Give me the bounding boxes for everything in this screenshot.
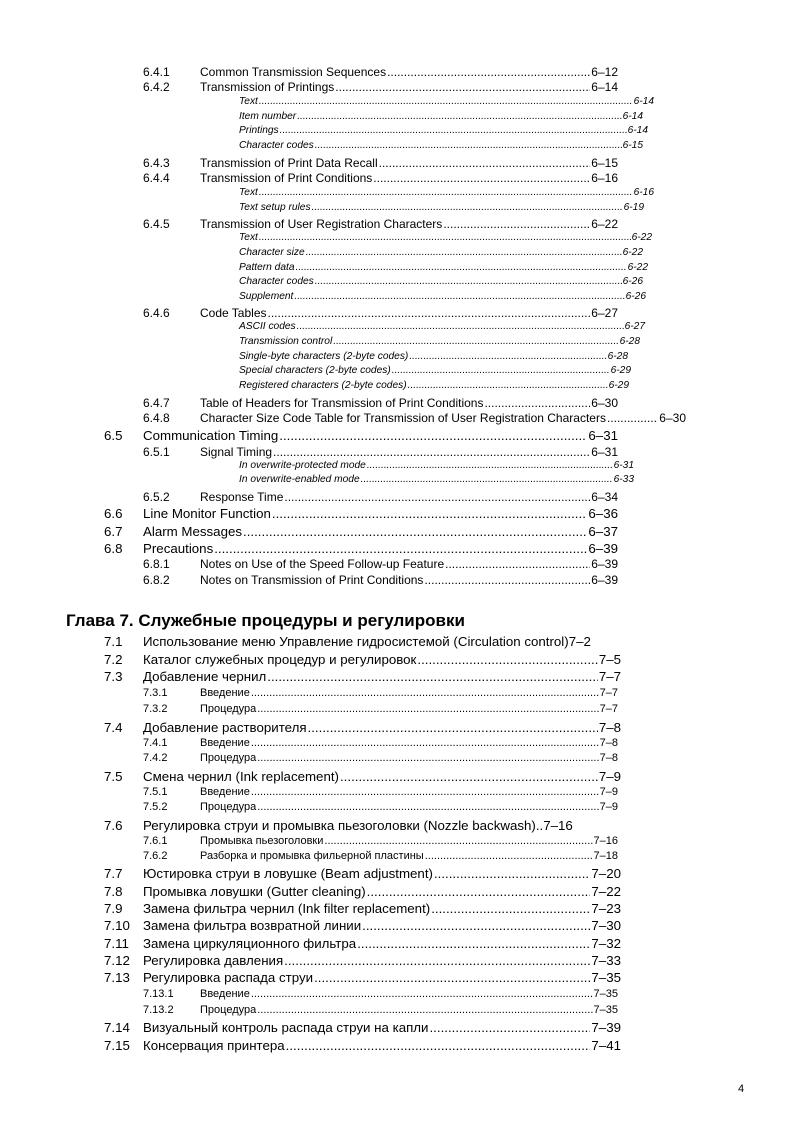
toc-entry-title: Смена чернил (Ink replacement) <box>143 769 339 784</box>
toc-entry[interactable] <box>104 818 618 833</box>
dot-leader <box>333 336 618 347</box>
dot-leader <box>279 428 587 443</box>
toc-entry-number: 6.4.5 <box>143 217 170 231</box>
toc-entry-title: Процедура <box>200 703 257 715</box>
toc-entry-page: 7–39 <box>591 1020 621 1035</box>
dot-leader <box>280 125 627 136</box>
toc-entry-number: 6.8.1 <box>143 557 170 571</box>
dot-leader <box>268 306 591 320</box>
toc-entry-title: Registered characters (2-byte codes) <box>239 380 407 391</box>
toc-entry-page: 6-26 <box>622 276 643 287</box>
chapter-7-heading: Глава 7. Служебные процедуры и регулировки <box>66 611 465 630</box>
dot-leader <box>296 262 627 273</box>
dot-leader <box>272 506 588 521</box>
dot-leader <box>297 111 621 122</box>
dot-leader <box>409 351 606 362</box>
toc-entry[interactable] <box>143 850 618 862</box>
dot-leader <box>335 80 590 94</box>
toc-entry-page: 6–14 <box>591 80 618 94</box>
toc-entry-title: Transmission control <box>239 336 333 347</box>
toc-entry-page: 7–7 <box>599 687 618 699</box>
toc-entry[interactable] <box>239 262 648 273</box>
toc-entry[interactable] <box>239 336 640 347</box>
toc-entry[interactable] <box>143 490 618 504</box>
toc-entry-number: 6.4.6 <box>143 306 170 320</box>
toc-entry-page: 6–37 <box>588 524 618 539</box>
toc-entry[interactable] <box>104 669 621 684</box>
toc-entry[interactable] <box>143 835 618 847</box>
toc-entry-number: 7.5.1 <box>143 786 168 798</box>
toc-entry[interactable] <box>143 801 618 813</box>
toc-entry-page: 7–33 <box>591 953 621 968</box>
toc-entry-page: 6–22 <box>591 217 618 231</box>
toc-entry-title: Регулировка давления <box>143 953 284 968</box>
dot-leader <box>367 460 613 471</box>
toc-entry-page: 6–27 <box>591 306 618 320</box>
toc-entry[interactable] <box>143 1004 618 1016</box>
dot-leader <box>443 217 590 231</box>
dot-leader <box>251 737 599 749</box>
toc-entry-number: 7.4.1 <box>143 737 168 749</box>
toc-entry-page: 7–7 <box>599 703 618 715</box>
dot-leader <box>408 380 608 391</box>
toc-entry[interactable] <box>239 140 643 151</box>
toc-entry-title: Добавление растворителя <box>143 720 307 735</box>
toc-entry[interactable] <box>104 634 638 649</box>
dot-leader <box>308 720 598 735</box>
toc-entry-page: 6–12 <box>591 65 618 79</box>
toc-entry-number: 7.13 <box>104 970 130 985</box>
dot-leader <box>392 365 610 376</box>
toc-entry[interactable] <box>239 380 629 391</box>
toc-entry-page: 6-31 <box>613 460 634 471</box>
toc-entry-title: Промывка ловушки (Gutter cleaning) <box>143 884 366 899</box>
toc-entry-title: Замена фильтра возвратной линии <box>143 918 362 933</box>
toc-entry-page: 6-22 <box>622 247 643 258</box>
toc-entry-title: Transmission of Print Conditions <box>200 171 373 185</box>
toc-entry-title: Консервация принтера <box>143 1038 285 1053</box>
toc-entry-number: 7.5 <box>104 769 123 784</box>
dot-leader <box>273 445 590 459</box>
toc-entry-number: 7.2 <box>104 652 123 667</box>
toc-entry-title: Text <box>239 232 258 243</box>
toc-entry-title: Процедура <box>200 752 257 764</box>
toc-entry-number: 6.4.2 <box>143 80 170 94</box>
page-number: 4 <box>738 1083 745 1095</box>
toc-entry-page: 6-16 <box>633 187 654 198</box>
toc-entry[interactable] <box>143 988 618 1000</box>
toc-entry-title: Notes on Transmission of Print Conditions <box>200 573 424 587</box>
toc-entry-page: 7–8 <box>599 752 618 764</box>
dot-leader <box>257 1004 592 1016</box>
toc-entry-page: 7–41 <box>591 1038 621 1053</box>
toc-entry-title: Разборка и промывка фильерной пластины <box>200 850 424 862</box>
toc-entry-title: Введение <box>200 687 250 699</box>
toc-entry[interactable] <box>239 291 646 302</box>
dot-leader <box>315 276 622 287</box>
toc-entry-page: 6-19 <box>623 202 644 213</box>
dot-leader <box>306 247 622 258</box>
dot-leader <box>259 187 633 198</box>
dot-leader <box>294 291 624 302</box>
dot-leader <box>324 835 592 847</box>
toc-entry-page: 6–31 <box>591 445 618 459</box>
toc-entry[interactable] <box>239 111 643 122</box>
toc-entry-page: 6-22 <box>627 262 648 273</box>
dot-leader <box>361 474 613 485</box>
toc-entry-page: 6-26 <box>625 291 646 302</box>
toc-entry-page: 7–35 <box>593 988 618 1000</box>
toc-entry-title: Процедура <box>200 801 257 813</box>
dot-leader <box>251 786 599 798</box>
toc-entry-title: Character size <box>239 247 305 258</box>
toc-entry-number: 7.6 <box>104 818 123 833</box>
toc-entry-title: Замена циркуляционного фильтра <box>143 936 357 951</box>
toc-entry[interactable] <box>104 1038 621 1053</box>
dot-leader <box>259 96 633 107</box>
toc-entry-title: In overwrite-protected mode <box>239 460 366 471</box>
toc-entry[interactable] <box>104 1020 621 1035</box>
dot-leader <box>429 1020 590 1035</box>
toc-entry-page: 7–8 <box>598 720 621 735</box>
toc-entry-title: Precautions <box>143 541 214 556</box>
dot-leader <box>251 687 599 699</box>
toc-entry-title: Text setup rules <box>239 202 311 213</box>
toc-entry[interactable] <box>104 936 621 951</box>
dot-leader <box>214 541 587 556</box>
toc-entry-title: Pattern data <box>239 262 295 273</box>
toc-entry[interactable] <box>143 752 618 764</box>
toc-entry[interactable] <box>143 445 618 459</box>
dot-leader <box>286 1038 591 1053</box>
toc-entry-title: Character Size Code Table for Transmission of User Registration Characters <box>200 411 606 425</box>
dot-leader <box>484 396 590 410</box>
toc-entry-page: 6–39 <box>591 557 618 571</box>
toc-entry-number: 7.13.2 <box>143 1004 174 1016</box>
toc-entry-page: 6–16 <box>591 171 618 185</box>
toc-entry-title: Text <box>239 96 258 107</box>
toc-entry[interactable] <box>143 171 618 185</box>
toc-entry-page: 6–34 <box>591 490 618 504</box>
toc-entry[interactable] <box>104 866 621 881</box>
toc-entry-title: Signal Timing <box>200 445 273 459</box>
dot-leader <box>267 669 598 684</box>
toc-entry-number: 7.11 <box>104 936 129 951</box>
toc-entry[interactable] <box>104 884 621 899</box>
toc-entry[interactable] <box>104 428 618 443</box>
toc-entry-page: 6-14 <box>622 111 643 122</box>
toc-entry-title: Промывка пьезоголовки <box>200 835 324 847</box>
toc-entry-title: Special characters (2-byte codes) <box>239 365 391 376</box>
toc-entry-title: Введение <box>200 988 250 1000</box>
toc-entry[interactable] <box>143 217 618 231</box>
toc-entry-title: Character codes <box>239 276 314 287</box>
toc-entry-page: 6-29 <box>608 380 629 391</box>
toc-entry[interactable] <box>143 411 686 425</box>
toc-entry-page: 6-28 <box>619 336 640 347</box>
toc-entry-page: 6–39 <box>588 541 618 556</box>
toc-entry-title: Supplement <box>239 291 294 302</box>
dot-leader <box>257 801 598 813</box>
toc-entry-number: 6.5 <box>104 428 123 443</box>
toc-entry-number: 7.3 <box>104 669 123 684</box>
toc-entry-page: 6-14 <box>627 125 648 136</box>
toc-entry-number: 6.4.7 <box>143 396 170 410</box>
toc-entry-page: 6-29 <box>610 365 631 376</box>
toc-entry-title: Каталог служебных процедур и регулировок <box>143 652 417 667</box>
toc-entry[interactable] <box>239 96 654 107</box>
toc-entry-page: 6-33 <box>613 474 634 485</box>
toc-entry-page: 7–23 <box>591 901 621 916</box>
toc-entry-page: 7–20 <box>591 866 621 881</box>
toc-entry[interactable] <box>104 652 621 667</box>
toc-entry-page: 6–30 <box>591 396 618 410</box>
dot-leader <box>259 232 631 243</box>
toc-entry[interactable] <box>143 557 618 571</box>
toc-entry-number: 7.15 <box>104 1038 130 1053</box>
dot-leader <box>373 171 590 185</box>
toc-entry-number: 6.7 <box>104 524 123 539</box>
toc-entry[interactable] <box>143 156 618 170</box>
toc-entry[interactable] <box>104 953 621 968</box>
toc-entry-title: Transmission of Print Data Recall <box>200 156 378 170</box>
toc-entry-title: Text <box>239 187 258 198</box>
toc-entry-page: 7–35 <box>593 1004 618 1016</box>
dot-leader <box>445 557 590 571</box>
toc-entry-page: 7–2 <box>568 634 591 649</box>
dot-leader <box>417 652 597 667</box>
toc-entry-title: Common Transmission Sequences <box>200 65 387 79</box>
toc-entry[interactable] <box>104 769 621 784</box>
toc-entry-page: 6–30 <box>659 411 686 425</box>
toc-entry-number: 6.8 <box>104 541 123 556</box>
toc-entry-number: 7.3.2 <box>143 703 168 715</box>
dot-leader <box>357 936 590 951</box>
dot-leader <box>257 703 598 715</box>
toc-entry[interactable] <box>143 306 618 320</box>
toc-entry-title: Transmission of Printings <box>200 80 335 94</box>
toc-entry-page: 6-22 <box>631 232 652 243</box>
toc-entry[interactable] <box>239 232 652 243</box>
toc-entry-number: 7.6.1 <box>143 835 168 847</box>
toc-entry-number: 6.4.4 <box>143 171 170 185</box>
toc-entry[interactable] <box>239 365 631 376</box>
dot-leader <box>431 901 590 916</box>
toc-entry[interactable] <box>239 321 645 332</box>
toc-entry[interactable] <box>143 65 618 79</box>
toc-entry[interactable] <box>104 918 621 933</box>
toc-entry-title: Table of Headers for Transmission of Print Conditions <box>200 396 484 410</box>
toc-entry-title: Введение <box>200 786 250 798</box>
dot-leader <box>284 490 590 504</box>
dot-leader <box>367 884 591 899</box>
toc-entry[interactable] <box>104 720 621 735</box>
toc-entry-number: 7.3.1 <box>143 687 168 699</box>
toc-entry-number: 7.1 <box>104 634 123 649</box>
toc-entry-title: Процедура <box>200 1004 257 1016</box>
toc-entry-number: 6.4.1 <box>143 65 170 79</box>
toc-entry-title: Communication Timing <box>143 428 279 443</box>
toc-entry-page: 7–22 <box>591 884 621 899</box>
dot-leader <box>314 970 590 985</box>
dot-leader <box>434 866 590 881</box>
toc-entry[interactable] <box>143 80 618 94</box>
dot-leader <box>340 769 598 784</box>
toc-entry-title: Line Monitor Function <box>143 506 271 521</box>
toc-entry-title: Регулировка струи и промывка пьезоголовки (Nozzle backwash).. <box>143 818 544 833</box>
dot-leader <box>257 752 598 764</box>
toc-entry[interactable] <box>104 524 618 539</box>
toc-entry-number: 7.4 <box>104 720 123 735</box>
toc-entry[interactable] <box>143 786 618 798</box>
toc-entry-title: Code Tables <box>200 306 267 320</box>
toc-entry-title: Character codes <box>239 140 314 151</box>
toc-entry-page: 6–31 <box>588 428 618 443</box>
toc-entry-number: 7.10 <box>104 918 130 933</box>
toc-entry-page: 6–39 <box>591 573 618 587</box>
toc-entry[interactable] <box>239 474 634 485</box>
dot-leader <box>379 156 591 170</box>
toc-entry[interactable] <box>104 541 618 556</box>
toc-entry[interactable] <box>143 687 618 699</box>
toc-entry[interactable] <box>143 396 618 410</box>
dot-leader <box>297 321 624 332</box>
toc-entry-page: 6-14 <box>633 96 654 107</box>
toc-entry-number: 6.4.3 <box>143 156 170 170</box>
toc-entry-number: 7.9 <box>104 901 123 916</box>
toc-entry-page: 7–30 <box>591 918 621 933</box>
toc-entry[interactable] <box>239 187 654 198</box>
toc-entry-title: Transmission of User Registration Characters <box>200 217 443 231</box>
toc-entry-title: Введение <box>200 737 250 749</box>
toc-entry-number: 7.8 <box>104 884 123 899</box>
toc-entry-number: 7.4.2 <box>143 752 168 764</box>
toc-entry[interactable] <box>239 247 643 258</box>
toc-entry-number: 7.14 <box>104 1020 130 1035</box>
toc-entry-page: 7–5 <box>598 652 621 667</box>
toc-entry-page: 7–7 <box>598 669 621 684</box>
toc-entry-title: Single-byte characters (2-byte codes) <box>239 351 409 362</box>
toc-entry[interactable] <box>239 351 628 362</box>
dot-leader <box>312 202 623 213</box>
toc-entry-number: 6.5.1 <box>143 445 170 459</box>
toc-entry-page: 7–35 <box>591 970 621 985</box>
toc-entry-number: 7.7 <box>104 866 123 881</box>
dot-leader <box>387 65 590 79</box>
toc-entry-page: 7–16 <box>543 818 573 833</box>
toc-entry-number: 6.5.2 <box>143 490 170 504</box>
dot-leader <box>424 573 590 587</box>
toc-entry[interactable] <box>239 276 643 287</box>
toc-entry-number: 6.4.8 <box>143 411 170 425</box>
dot-leader <box>362 918 590 933</box>
toc-entry-number: 7.12 <box>104 953 130 968</box>
toc-entry-page: 7–9 <box>598 769 621 784</box>
toc-entry-page: 7–16 <box>593 835 618 847</box>
toc-entry-page: 6–36 <box>588 506 618 521</box>
toc-entry-number: 7.5.2 <box>143 801 168 813</box>
toc-entry-page: 6-15 <box>622 140 643 151</box>
toc-entry-title: Использование меню Управление гидросистемой (Circulation control) <box>143 634 569 649</box>
toc-entry-title: Добавление чернил <box>143 669 267 684</box>
toc-entry-title: Printings <box>239 125 279 136</box>
toc-entry-page: 7–8 <box>599 737 618 749</box>
dot-leader <box>243 524 587 539</box>
dot-leader <box>284 953 590 968</box>
toc-entry-title: ASCII codes <box>239 321 296 332</box>
toc-entry-title: Замена фильтра чернил (Ink filter replacement) <box>143 901 431 916</box>
toc-entry[interactable] <box>143 703 618 715</box>
dot-leader <box>315 140 622 151</box>
toc-entry-title: Alarm Messages <box>143 524 243 539</box>
toc-entry[interactable] <box>239 460 634 471</box>
toc-entry-page: 6-28 <box>607 351 628 362</box>
toc-entry-title: Item number <box>239 111 297 122</box>
toc-entry[interactable] <box>239 202 644 213</box>
toc-entry-page: 7–18 <box>593 850 618 862</box>
toc-entry-title: Регулировка распада струи <box>143 970 314 985</box>
toc-entry-number: 6.8.2 <box>143 573 170 587</box>
dot-leader <box>607 411 658 425</box>
toc-entry-title: Response Time <box>200 490 284 504</box>
toc-entry[interactable] <box>104 970 621 985</box>
toc-entry-number: 6.6 <box>104 506 123 521</box>
toc-entry-title: Notes on Use of the Speed Follow-up Feature <box>200 557 445 571</box>
toc-entry-title: Визуальный контроль распада струи на капли <box>143 1020 429 1035</box>
toc-entry-page: 7–32 <box>591 936 621 951</box>
toc-entry-number: 7.6.2 <box>143 850 168 862</box>
toc-entry[interactable] <box>104 901 621 916</box>
toc-entry[interactable] <box>143 737 618 749</box>
dot-leader <box>425 850 593 862</box>
toc-entry[interactable] <box>239 125 648 136</box>
toc-entry[interactable] <box>104 506 618 521</box>
toc-entry[interactable] <box>143 573 618 587</box>
toc-entry-page: 6–15 <box>591 156 618 170</box>
toc-entry-number: 7.13.1 <box>143 988 174 1000</box>
toc-entry-page: 7–9 <box>599 801 618 813</box>
dot-leader <box>251 988 593 1000</box>
toc-entry-page: 6-27 <box>624 321 645 332</box>
toc-entry-title: Юстировка струи в ловушке (Beam adjustment) <box>143 866 433 881</box>
toc-entry-title: In overwrite-enabled mode <box>239 474 360 485</box>
toc-entry-page: 7–9 <box>599 786 618 798</box>
